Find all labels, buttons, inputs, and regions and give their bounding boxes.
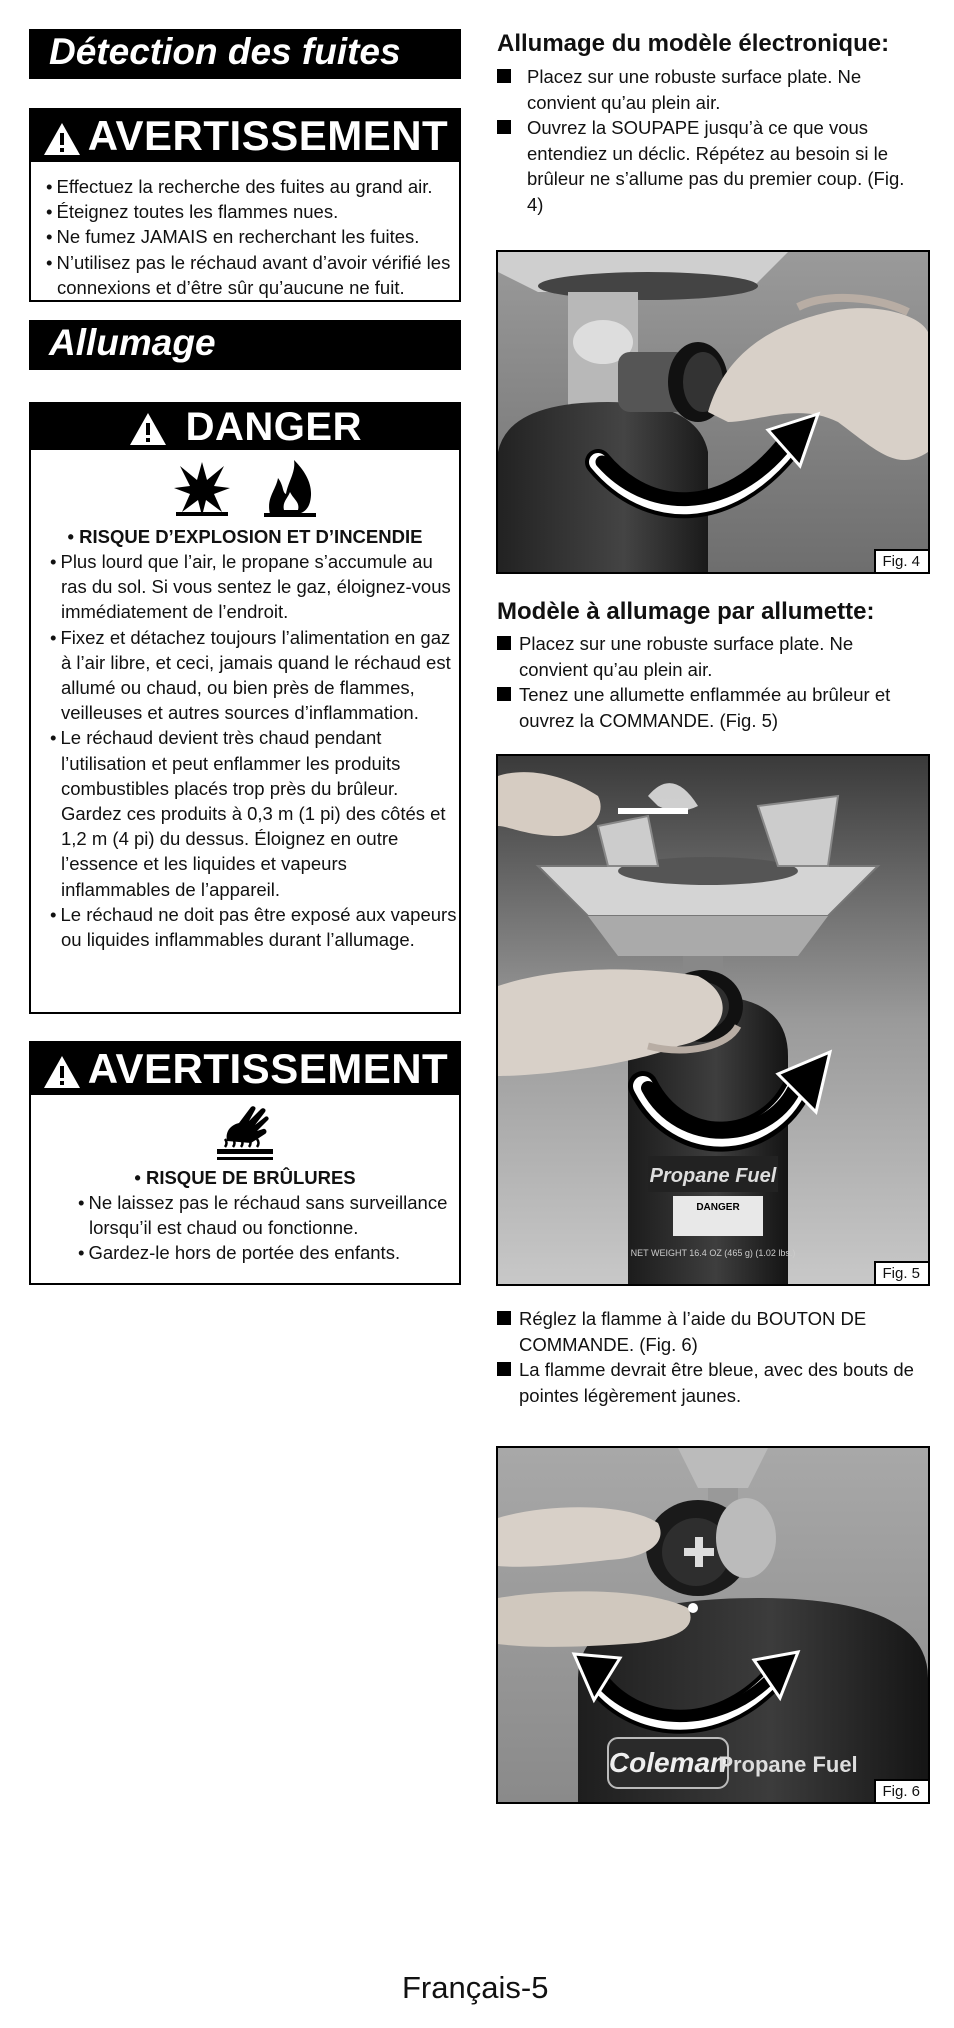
match-ignition-title: Modèle à allumage par allumette: <box>497 598 875 625</box>
warning-box-leaks <box>29 108 461 302</box>
list-item: La flamme devrait être bleue, avec des bouts de pointes légèrement jaunes. <box>497 1357 927 1408</box>
bullet-square-icon <box>497 687 511 701</box>
warning-triangle-icon <box>42 121 82 157</box>
bullet-square-icon <box>497 636 511 650</box>
danger-list <box>31 549 459 952</box>
bullet-square-icon <box>497 1362 511 1376</box>
figure-5-label: Fig. 5 <box>874 1261 928 1284</box>
leak-detection-title: Détection des fuites <box>29 29 461 79</box>
danger-box <box>29 402 461 1014</box>
fig6-can-brand: Coleman <box>608 1747 728 1778</box>
adjust-flame-steps <box>497 1306 927 1408</box>
hot-surface-hand-icon <box>213 1101 277 1163</box>
page-number: Français-5 <box>402 1970 549 2005</box>
explosion-icon <box>172 458 232 518</box>
list-item: • Le réchaud devient très chaud pendant l’utilisation et peut enflammer les produits combustibles placés trop près du brûleur. Gardez ces produits à 0,3 m (1 pi) des côtés et 1,2 m (4 pi) du dessus. Éloignez en outre l’essence et les liquides et vapeurs inflammables de l’appareil. <box>41 725 459 901</box>
bullet-square-icon <box>497 1311 511 1325</box>
figure-5-photo <box>496 754 930 1286</box>
list-item: Placez sur une robuste surface plate. Ne convient qu’au plein air. <box>497 631 921 682</box>
list-item: • Gardez-le hors de portée des enfants. <box>69 1240 459 1265</box>
list-item: Placez sur une robuste surface plate. Ne convient qu’au plein air. <box>497 64 917 115</box>
fig5-can-label: Propane Fuel <box>649 1165 777 1187</box>
list-item: • Ne fumez JAMAIS en recherchant les fuites. <box>37 224 459 249</box>
warning-triangle-icon <box>128 411 168 447</box>
stove-valve-illustration <box>498 252 928 572</box>
fig6-can-label: Propane Fuel <box>718 1752 858 1777</box>
hazard-icons <box>31 450 459 524</box>
figure-6-photo <box>496 1446 930 1804</box>
list-item: Ouvrez la SOUPAPE jusqu’à ce que vous entendiez un déclic. Répétez au besoin si le brûleur ne s’allume pas du premier coup. (Fig. 4) <box>497 115 917 217</box>
figure-4-label: Fig. 4 <box>874 549 928 572</box>
list-item: Réglez la flamme à l’aide du BOUTON DE COMMANDE. (Fig. 6) <box>497 1306 927 1357</box>
flame-adjust-illustration <box>498 1448 928 1802</box>
warning-header: AVERTISSEMENT <box>31 1043 459 1095</box>
burn-risk-label: • RISQUE DE BRÛLURES <box>134 1167 356 1188</box>
list-item: • Éteignez toutes les flammes nues. <box>37 199 459 224</box>
warning-header: AVERTISSEMENT <box>31 110 459 162</box>
warning-triangle-icon <box>42 1054 82 1090</box>
match-lighting-illustration <box>498 756 928 1284</box>
bullet-square-icon <box>497 69 511 83</box>
fire-icon <box>262 458 318 518</box>
burn-warning-list <box>31 1190 459 1266</box>
danger-header: DANGER <box>31 404 459 450</box>
figure-6-label: Fig. 6 <box>874 1779 928 1802</box>
list-item: Tenez une allumette enflammée au brûleur et ouvrez la COMMANDE. (Fig. 5) <box>497 682 921 733</box>
match-steps <box>497 631 921 733</box>
lighting-title: Allumage <box>29 320 461 370</box>
warning-box-burns <box>29 1041 461 1285</box>
electronic-ignition-title: Allumage du modèle électronique: <box>497 30 890 57</box>
list-item: • Ne laissez pas le réchaud sans surveillance lorsqu’il est chaud ou fonctionne. <box>69 1190 459 1240</box>
explosion-risk-label: • RISQUE D’EXPLOSION ET D’INCENDIE <box>67 526 423 547</box>
leak-warning-list <box>31 162 459 300</box>
list-item: • Effectuez la recherche des fuites au grand air. <box>37 174 459 199</box>
list-item: • Le réchaud ne doit pas être exposé aux vapeurs ou liquides inflammables durant l’allumage. <box>41 902 459 952</box>
list-item: • Plus lourd que l’air, le propane s’accumule au ras du sol. Si vous sentez le gaz, éloignez-vous immédiatement de l’endroit. <box>41 549 459 625</box>
fig5-can-danger: DANGER <box>696 1202 740 1213</box>
bullet-square-icon <box>497 120 511 134</box>
list-item: • Fixez et détachez toujours l’alimentation en gaz à l’air libre, et ceci, jamais quand le réchaud est allumé ou chaud, ou bien près de flammes, veilleuses et autres sources d’inflammation. <box>41 625 459 726</box>
electronic-steps <box>497 64 917 217</box>
burn-icon-wrap <box>31 1095 459 1165</box>
figure-4-photo <box>496 250 930 574</box>
list-item: • N’utilisez pas le réchaud avant d’avoir vérifié les connexions et d’être sûr qu’aucune ne fuit. <box>37 250 459 300</box>
fig5-can-weight: NET WEIGHT 16.4 OZ (465 g) (1.02 lbs.) <box>630 1248 796 1258</box>
